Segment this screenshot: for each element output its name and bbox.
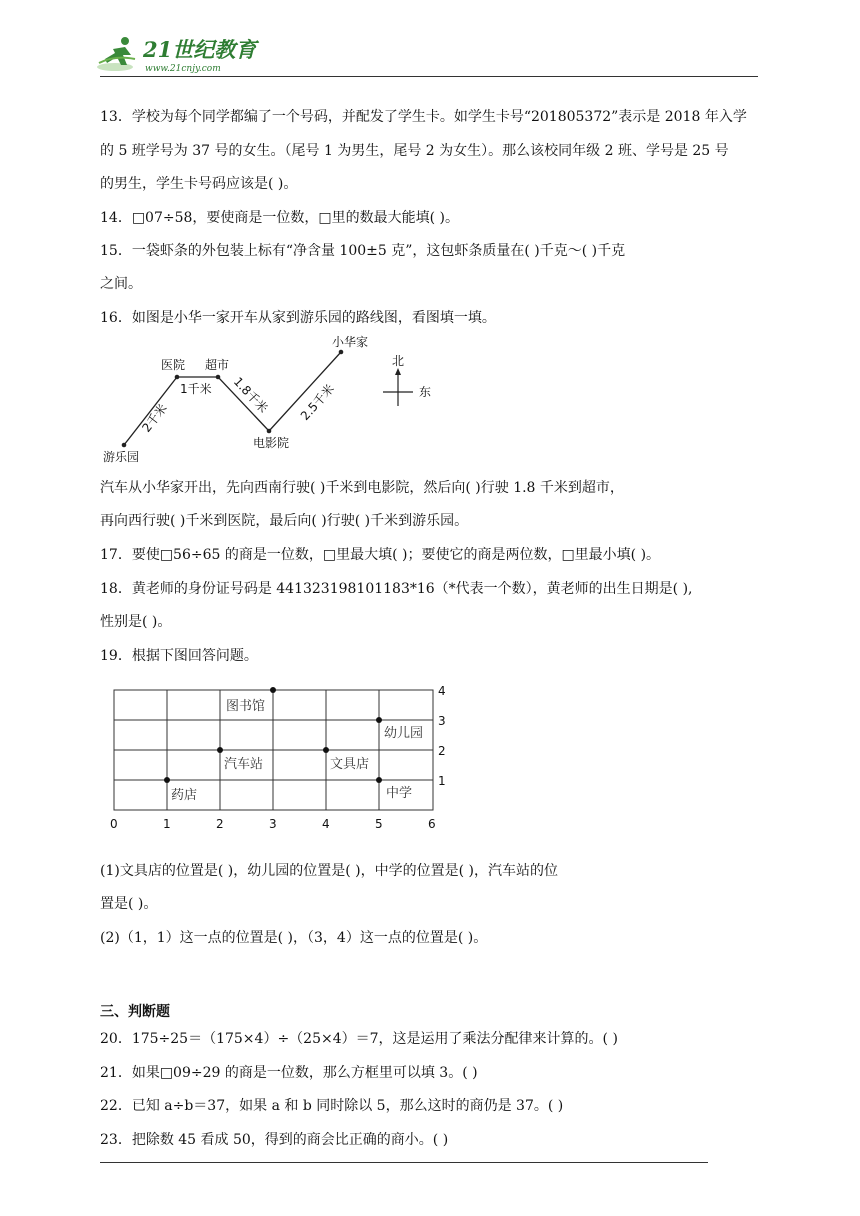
x-tick-5: 5 [375, 817, 383, 831]
kindergarten-label: 幼儿园 [384, 726, 424, 741]
pharmacy-label: 药店 [171, 788, 198, 803]
y-tick-4: 4 [438, 684, 446, 698]
middle-school-label: 中学 [386, 786, 413, 801]
home-point [339, 350, 344, 355]
header-rule [100, 76, 758, 77]
q15-line2: 之间。 [100, 276, 142, 292]
x-tick-1: 1 [163, 817, 171, 831]
position-grid [100, 680, 460, 835]
stationery-label: 文具店 [330, 757, 370, 772]
supermarket-point [216, 375, 221, 380]
bus-station-label: 汽车站 [224, 757, 264, 772]
library-label: 图书馆 [226, 699, 266, 714]
q17-line1: 17．要使□56÷65 的商是一位数，□里最大填( )；要使它的商是两位数，□里最小填( )。 [100, 547, 661, 563]
runner-icon [97, 37, 135, 71]
home-label: 小华家 [332, 335, 369, 349]
hospital-label: 医院 [161, 358, 186, 372]
y-tick-2: 2 [438, 744, 446, 758]
cinema-point [267, 429, 272, 434]
middle-school-point [376, 777, 382, 783]
pharmacy-point [164, 777, 170, 783]
footer-rule [100, 1162, 708, 1163]
q16-line1: 16．如图是小华一家开车从家到游乐园的路线图，看图填一填。 [100, 310, 496, 326]
q19-sub2-line1: (2)（1，1）这一点的位置是( )，（3，4）这一点的位置是( )。 [100, 930, 488, 946]
hospital-super-distance: 1千米 [180, 382, 212, 396]
supermarket-label: 超市 [205, 358, 230, 372]
east-label: 东 [419, 385, 432, 399]
logo-text: 21世纪教育 [143, 37, 257, 62]
q19-sub1-line1: (1)文具店的位置是( )，幼儿园的位置是( )，中学的位置是( )，汽车站的位 [100, 863, 558, 879]
q18-line1: 18．黄老师的身份证号码是 441323198101183*16（*代表一个数），黄老师的出生日期是( ), [100, 581, 693, 597]
cinema-label: 电影院 [253, 436, 290, 450]
route-map [95, 330, 455, 470]
q15-line1: 15．一袋虾条的外包装上标有“净含量 100±5 克”，这包虾条质量在( )千克～( )千克 [100, 243, 626, 259]
site-logo [95, 33, 265, 77]
y-tick-3: 3 [438, 714, 446, 728]
library-point [270, 687, 276, 693]
q20-line1: 20．175÷25＝（175×4）÷（25×4）＝7，这是运用了乘法分配律来计算的。( ) [100, 1031, 618, 1047]
park-point [122, 443, 127, 448]
park-label: 游乐园 [103, 450, 140, 464]
q21-line1: 21．如果□09÷29 的商是一位数，那么方框里可以填 3。( ) [100, 1065, 478, 1081]
x-tick-3: 3 [269, 817, 277, 831]
q19-line1: 19．根据下图回答问题。 [100, 648, 258, 664]
hospital-point [175, 375, 180, 380]
q16-line2: 汽车从小华家开出，先向西南行驶( )千米到电影院，然后向( )行驶 1.8 千米到超市， [100, 480, 624, 496]
park-hospital-distance: 2千米 [139, 401, 170, 435]
compass-icon [383, 354, 431, 406]
q13-line1: 13．学校为每个同学都编了一个号码，并配发了学生卡。如学生卡号“201805372”表示是 2018 年入学 [100, 109, 747, 125]
kindergarten-point [376, 717, 382, 723]
x-tick-4: 4 [322, 817, 330, 831]
q13-line3: 的男生，学生卡号码应该是( )。 [100, 176, 298, 192]
bus-station-point [217, 747, 223, 753]
logo-url: www.21cnjy.com [145, 64, 221, 74]
section-title: 三、判断题 [100, 1004, 170, 1020]
q14-line1: 14．□07÷58，要使商是一位数，□里的数最大能填( )。 [100, 210, 460, 226]
q13-line2: 的 5 班学号为 37 号的女生。（尾号 1 为男生，尾号 2 为女生）。那么该校同年级 2 班、学号是 25 号 [100, 143, 729, 159]
x-tick-2: 2 [216, 817, 224, 831]
cinema-home-distance: 2.5千米 [297, 381, 338, 424]
q16-line3: 再向西行驶( )千米到医院，最后向( )行驶( )千米到游乐园。 [100, 513, 469, 529]
q22-line1: 22．已知 a÷b＝37，如果 a 和 b 同时除以 5，那么这时的商仍是 37。( ) [100, 1098, 564, 1114]
x-tick-6: 6 [428, 817, 436, 831]
q23-line1: 23．把除数 45 看成 50，得到的商会比正确的商小。( ) [100, 1132, 449, 1148]
q19-sub1-line2: 置是( )。 [100, 896, 158, 912]
super-cinema-distance: 1.8千米 [230, 374, 271, 416]
north-label: 北 [392, 354, 405, 368]
stationery-point [323, 747, 329, 753]
q18-line2: 性别是( )。 [100, 614, 172, 630]
x-tick-0: 0 [110, 817, 118, 831]
y-tick-1: 1 [438, 774, 446, 788]
